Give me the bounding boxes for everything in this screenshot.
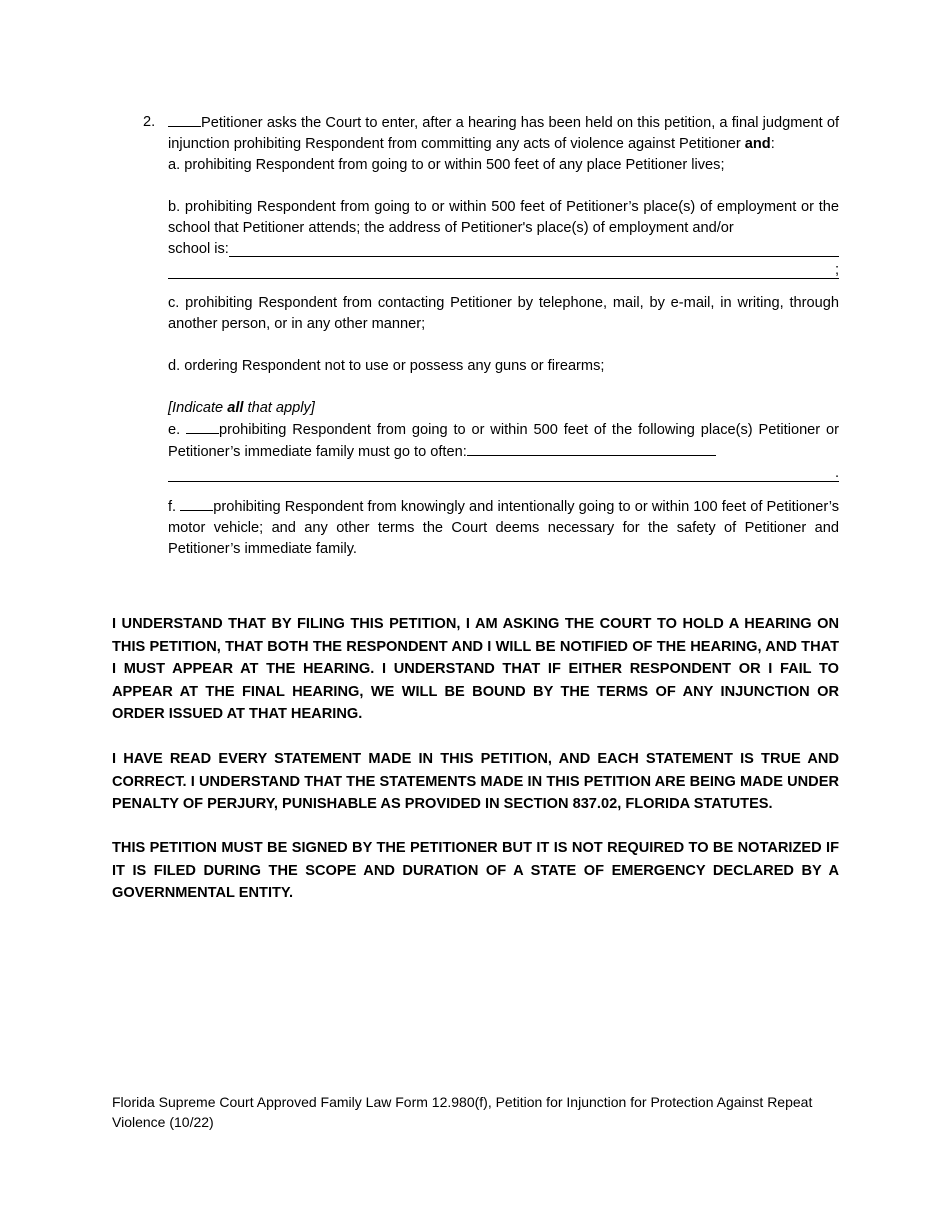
option-a: a. prohibiting Respondent from going to or within 500 feet of any place Petitioner lives; xyxy=(168,157,725,173)
school-label: school is: xyxy=(168,241,229,257)
school-address-line-2[interactable] xyxy=(168,260,839,279)
option-c: c. prohibiting Respondent from contacting Petitioner by telephone, mail, by e-mail, in writing, through another person, or in any other manner; xyxy=(168,295,839,332)
line-end-period: . xyxy=(834,465,839,481)
indicate-instruction: [Indicate all that apply] xyxy=(168,400,315,416)
perjury-acknowledgement: I HAVE READ EVERY STATEMENT MADE IN THIS PETITION, AND EACH STATEMENT IS TRUE AND CORRECT. I UNDERSTAND THAT THE STATEMENTS MADE IN THIS PETITION ARE BEING MADE UNDER PENALTY OF PERJURY, PUNISHABLE AS PROVIDED IN SECTION 837.02, FLORIDA STATUTES. xyxy=(112,751,839,812)
signature-notice: THIS PETITION MUST BE SIGNED BY THE PETITIONER BUT IT IS NOT REQUIRED TO BE NOTARIZED IF IT IS FILED DURING THE SCOPE AND DURATION OF A STATE OF EMERGENCY DECLARED BY A GOVERNMENTAL ENTITY. xyxy=(112,840,839,901)
school-address-field[interactable] xyxy=(229,240,839,257)
line-end-semicolon: ; xyxy=(834,262,839,278)
option-f: f. prohibiting Respondent from knowingly and intentionally going to or within 100 feet of Petitioner’s motor vehicle; and any other terms the Court deems necessary for the safety of Petitioner and Petitioner’s immediate family. xyxy=(168,496,839,560)
option-e: e. prohibiting Respondent from going to or within 500 feet of the following place(s) Petitioner or Petitioner’s immediate family must go to often: xyxy=(168,419,839,463)
item-2-content xyxy=(168,112,839,560)
item-number: 2. xyxy=(143,114,156,130)
checkbox-blank-2[interactable] xyxy=(168,112,201,127)
school-address-line-1 xyxy=(168,239,839,260)
checkbox-blank-f[interactable] xyxy=(180,496,213,511)
checkbox-blank-e[interactable] xyxy=(186,419,219,434)
option-d: d. ordering Respondent not to use or possess any guns or firearms; xyxy=(168,358,605,374)
form-footer: Florida Supreme Court Approved Family Law Form 12.980(f), Petition for Injunction for Protection Against Repeat Violence (10/22) xyxy=(112,1094,813,1130)
places-field[interactable] xyxy=(467,441,716,456)
item-2-intro: Petitioner asks the Court to enter, after a hearing has been held on this petition, a final judgment of injunction prohibiting Respondent from committing any acts of violence against Petitioner and: xyxy=(168,112,839,155)
option-b: b. prohibiting Respondent from going to or within 500 feet of Petitioner’s place(s) of employment or the school that Petitioner attends; the address of Petitioner's place(s) of employment and/or xyxy=(168,199,839,236)
item-2-section xyxy=(143,112,839,560)
hearing-acknowledgement: I UNDERSTAND THAT BY FILING THIS PETITION, I AM ASKING THE COURT TO HOLD A HEARING ON THIS PETITION, THAT BOTH THE RESPONDENT AND I WILL BE NOTIFIED OF THE HEARING, AND THAT I MUST APPEAR AT THE HEARING. I UNDERSTAND THAT IF EITHER RESPONDENT OR I FAIL TO APPEAR AT THE FINAL HEARING, WE WILL BE BOUND BY THE TERMS OF ANY INJUNCTION OR ORDER ISSUED AT THAT HEARING. xyxy=(112,616,839,722)
places-line-2[interactable] xyxy=(168,463,839,482)
